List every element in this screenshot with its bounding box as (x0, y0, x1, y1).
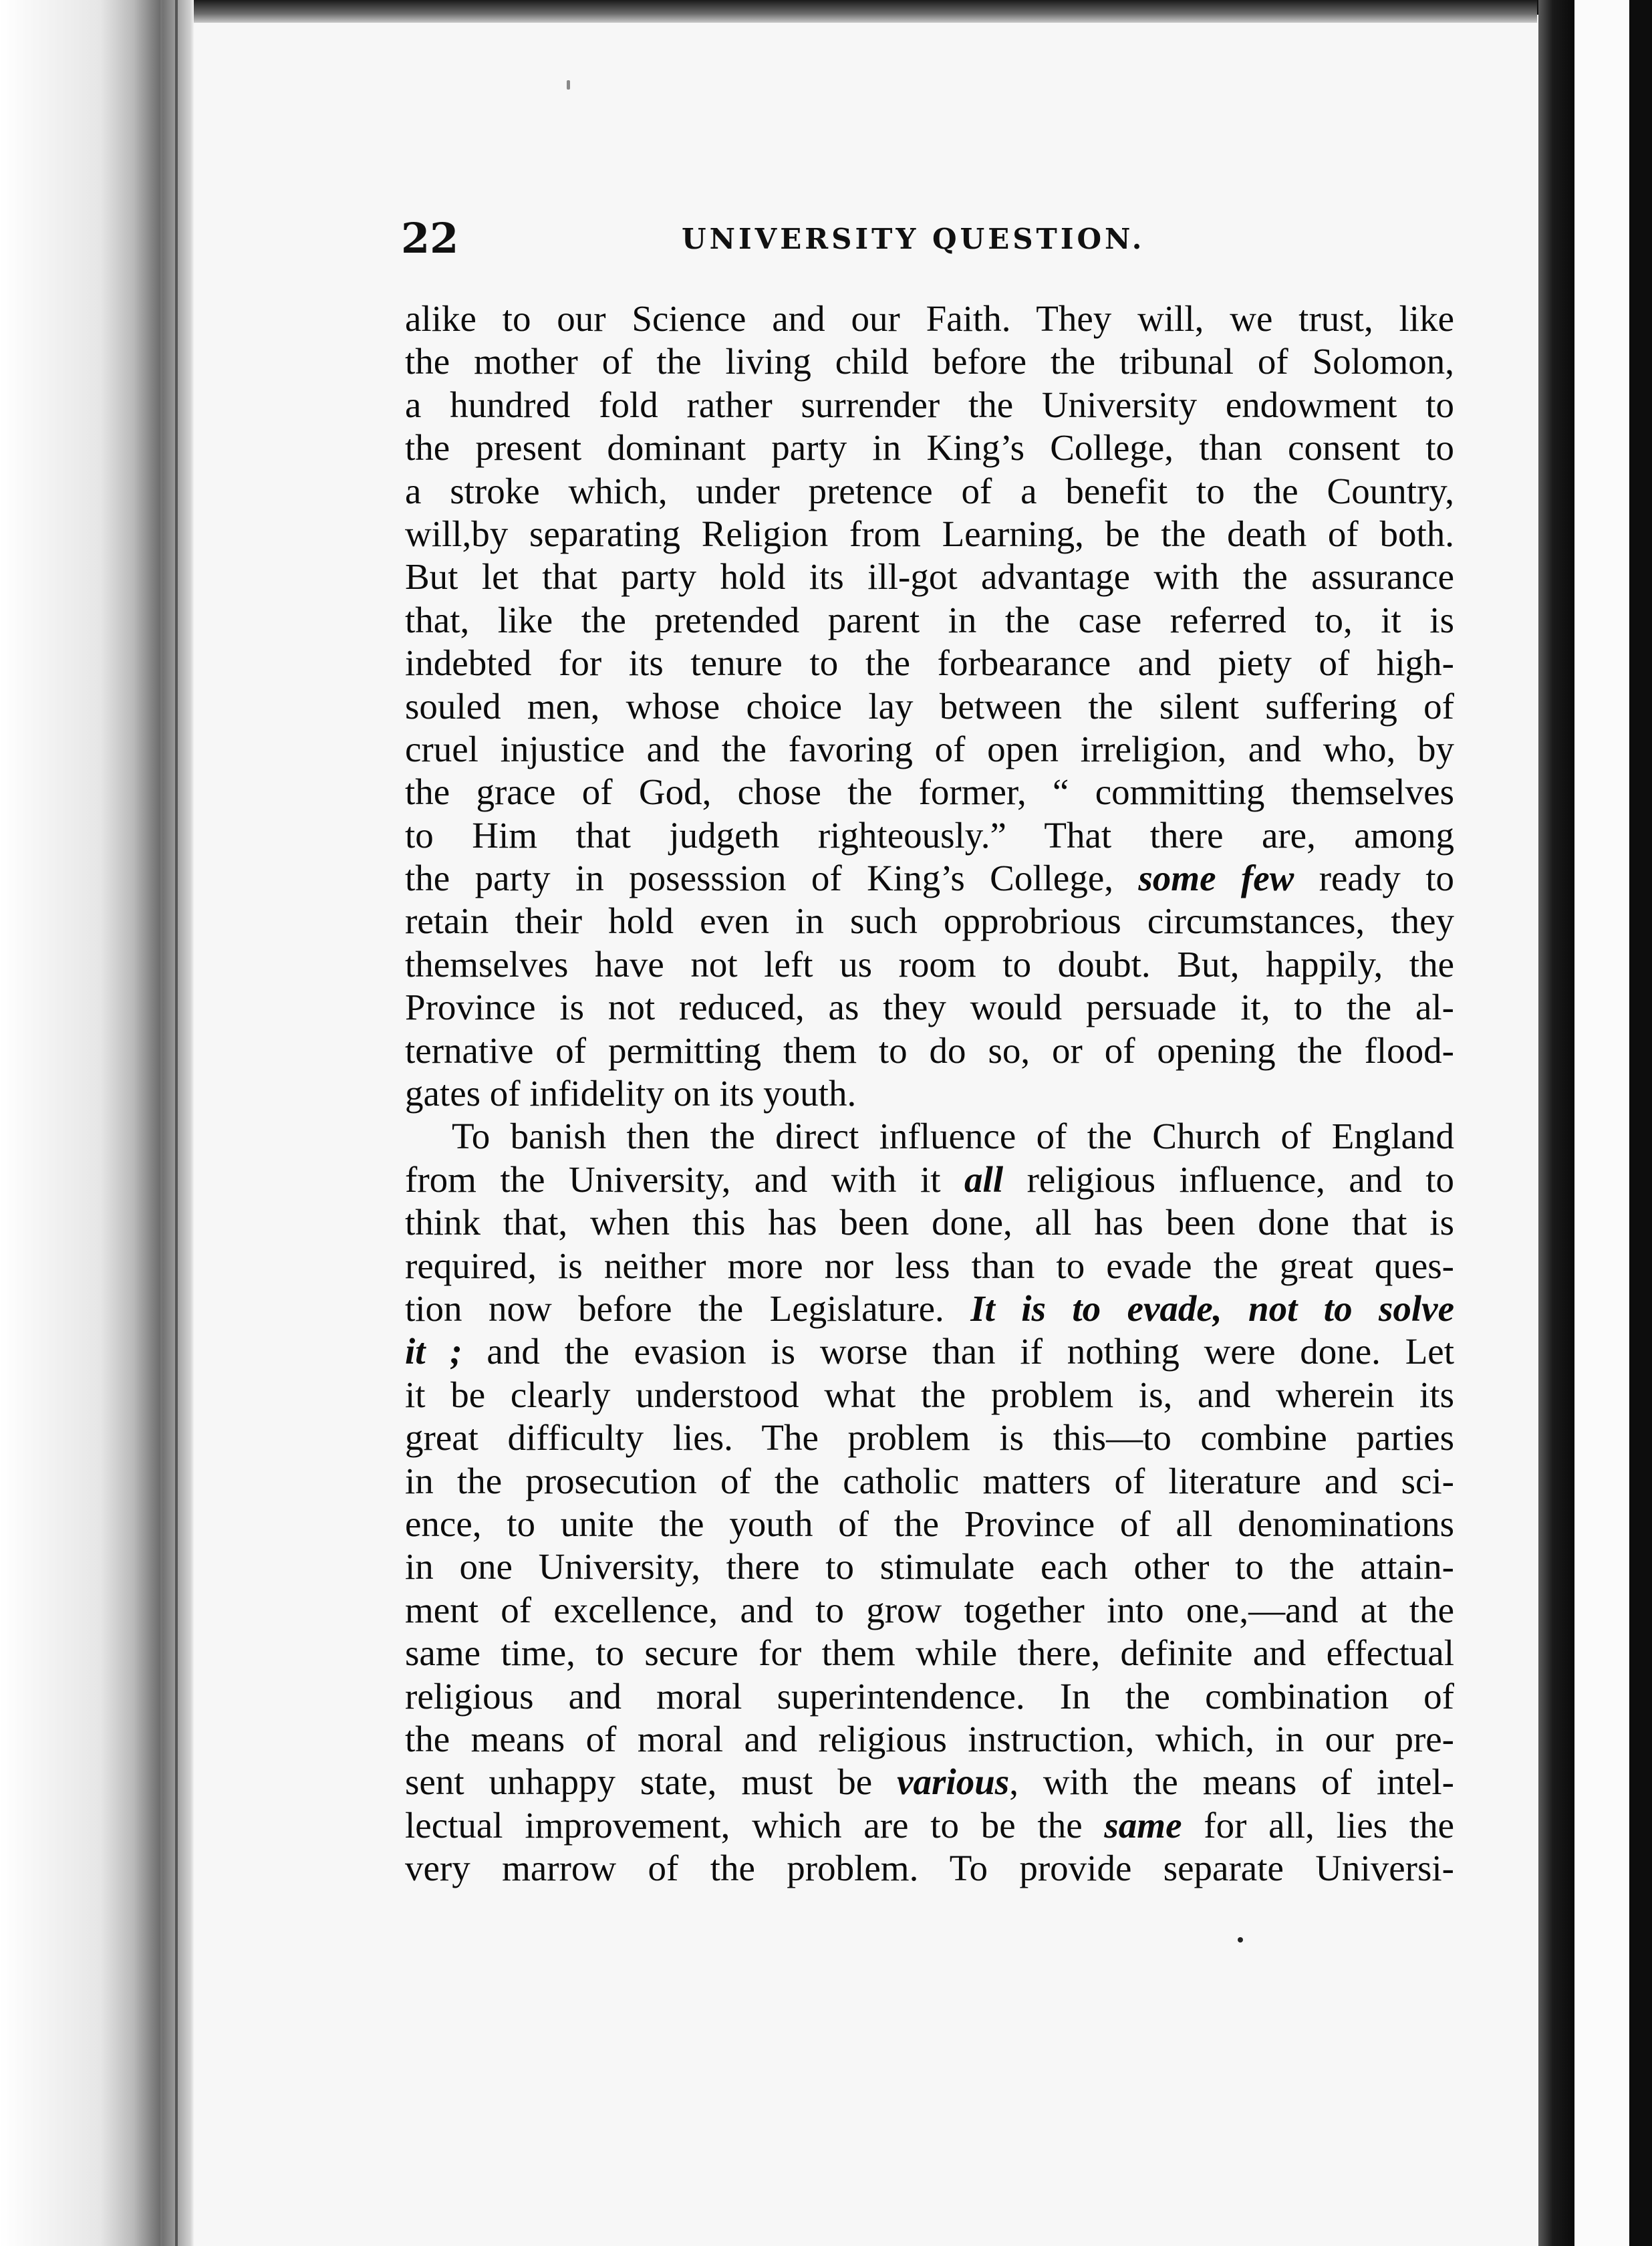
line-segment: from the University, and with it (405, 1158, 965, 1200)
text-line: alike to our Science and our Faith. They will, we trust, like (405, 298, 1454, 339)
text-line: very marrow of the problem. To provide separate Universi- (405, 1848, 1454, 1889)
text-line: a stroke which, under pretence of a benefit to the Country, (405, 470, 1454, 511)
text-line: the grace of God, chose the former, “ committing themselves (405, 771, 1454, 813)
line-segment: and the evasion is worse than if nothing were done. Let (462, 1331, 1454, 1372)
text-line: same time, to secure for them while there, definite and effectual (405, 1632, 1454, 1674)
running-head (401, 215, 1557, 262)
text-line: religious and moral superintendence. In the combination of (405, 1675, 1454, 1717)
text-line: ence, to unite the youth of the Province of all denominations (405, 1503, 1454, 1544)
text-line: in the prosecution of the catholic matters of literature and sci- (405, 1460, 1454, 1501)
emphasis: it ; (405, 1331, 462, 1372)
line-segment: , with the means of intel- (1009, 1761, 1454, 1803)
emphasis: some few (1138, 858, 1294, 899)
text-line (405, 1330, 1454, 1373)
text-line (405, 1158, 1454, 1201)
text-line: great difficulty lies. The problem is this—to combine parties (405, 1417, 1454, 1459)
line-segment: the party in posesssion of King’s College, (405, 858, 1139, 899)
text-line: themselves have not left us room to doubt. But, happily, the (405, 943, 1454, 985)
text-line: a hundred fold rather surrender the University endowment to (405, 384, 1454, 425)
text-line: ternative of permitting them to do so, or of opening the flood- (405, 1029, 1454, 1071)
text-line: souled men, whose choice lay between the silent suffering of (405, 685, 1454, 727)
text-line: gates of infidelity on its youth. (405, 1073, 857, 1114)
text-line: think that, when this has been done, all has been done that is (405, 1202, 1454, 1243)
book-binding-edge (0, 0, 194, 2246)
line-segment: tion now before the Legislature. (405, 1287, 971, 1329)
paragraph (405, 1115, 1454, 1890)
text-line (405, 1287, 1454, 1330)
running-title: UNIVERSITY QUESTION. (682, 223, 1145, 255)
text-line: But let that party hold its ill-got advantage with the assurance (405, 556, 1454, 598)
text-line: that, like the pretended parent in the case referred to, it is (405, 599, 1454, 640)
scan-right-edge (1629, 0, 1652, 2246)
text-line: retain their hold even in such opprobrious circumstances, they (405, 900, 1454, 942)
line-segment: sent unhappy state, must be (405, 1761, 898, 1803)
line-segment: ready to (1294, 858, 1455, 899)
emphasis: various (897, 1761, 1010, 1803)
text-line: the mother of the living child before the tribunal of Solomon, (405, 341, 1454, 382)
ink-speck (1238, 1937, 1243, 1943)
binding-line (160, 0, 162, 2246)
emphasis: all (964, 1158, 1004, 1200)
line-segment: for all, lies the (1182, 1804, 1454, 1846)
text-line: to Him that judgeth righteously.” That there are, among (405, 814, 1454, 856)
ink-speck (567, 80, 570, 90)
line-segment: religious influence, and to (1003, 1158, 1455, 1200)
page-number: 22 (401, 214, 459, 263)
emphasis: same (1104, 1804, 1182, 1846)
emphasis: It is to evade, not to solve (970, 1287, 1455, 1329)
scan-right-shadow (1538, 0, 1574, 2246)
text-line (405, 1804, 1454, 1847)
text-line (405, 857, 1454, 900)
text-line: ment of excellence, and to grow together into one,—and at the (405, 1589, 1454, 1630)
body-text (405, 297, 1454, 1890)
text-line: Province is not reduced, as they would persuade it, to the al- (405, 987, 1454, 1028)
text-line: it be clearly understood what the problem is, and wherein its (405, 1374, 1454, 1415)
text-line: indebted for its tenure to the forbearance and piety of high- (405, 642, 1454, 684)
line-segment: lectual improvement, which are to be the (405, 1804, 1105, 1846)
binding-line (175, 0, 178, 2246)
text-line: cruel injustice and the favoring of open irreligion, and who, by (405, 728, 1454, 769)
text-line: the present dominant party in King’s College, than consent to (405, 427, 1454, 469)
paragraph (405, 297, 1454, 1115)
scan-right-gap (1574, 0, 1629, 2246)
text-line: the means of moral and religious instruction, which, in our pre- (405, 1718, 1454, 1759)
text-line (405, 1761, 1454, 1803)
text-line: To banish then the direct influence of the Church of England (452, 1116, 1454, 1157)
text-line: will,by separating Religion from Learning, be the death of both. (405, 513, 1454, 554)
text-line: required, is neither more nor less than to evade the great ques- (405, 1245, 1454, 1286)
text-line: in one University, there to stimulate each other to the attain- (405, 1546, 1454, 1588)
scan-top-shadow (120, 0, 1537, 23)
